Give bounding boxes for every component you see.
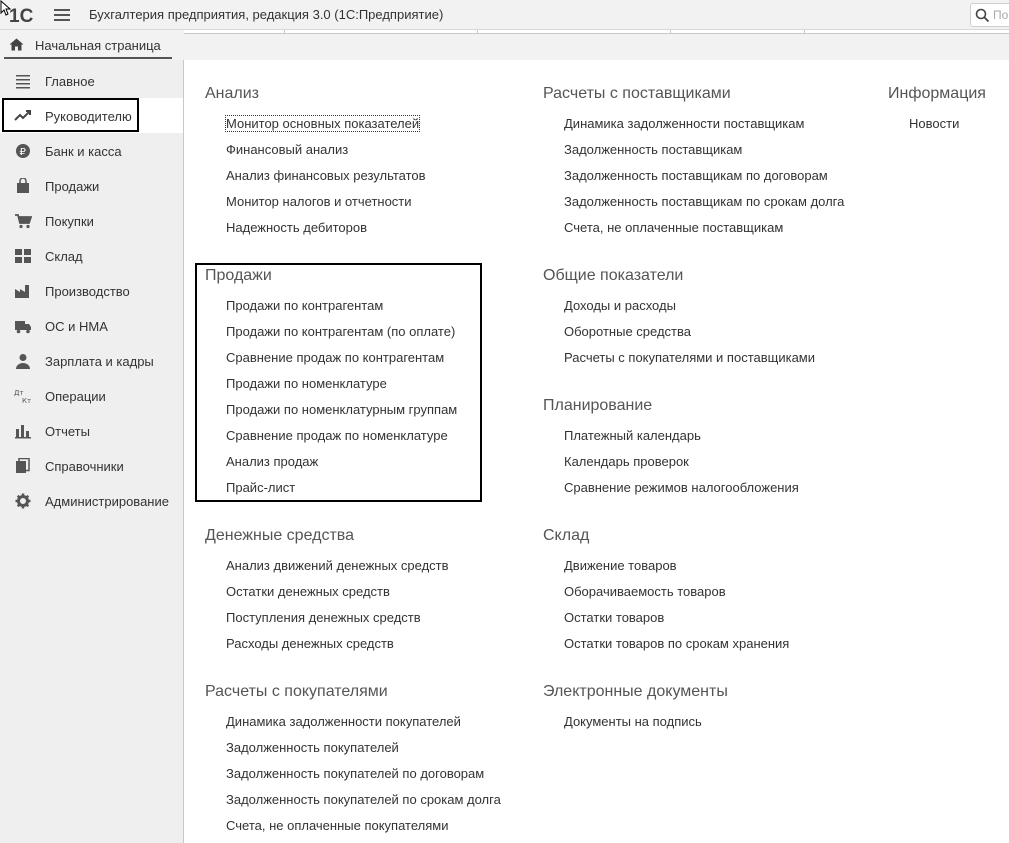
sidebar-item-payroll[interactable] — [0, 343, 183, 378]
section-title: Расчеты с покупателями — [205, 683, 388, 700]
person-icon — [14, 353, 32, 369]
section-title: Общие показатели — [543, 267, 684, 284]
section-information — [888, 85, 986, 137]
trend-up-icon — [14, 108, 32, 124]
link-item[interactable]: Новости — [909, 116, 960, 131]
search-placeholder: По — [993, 8, 1009, 22]
link-item[interactable]: Задолженность покупателей по срокам долга — [226, 792, 501, 807]
link-item[interactable]: Доходы и расходы — [564, 298, 676, 313]
link-item[interactable]: Задолженность покупателей — [226, 740, 399, 755]
link-item[interactable]: Продажи по номенклатурным группам — [226, 402, 458, 417]
search-icon — [975, 8, 990, 23]
link-item[interactable]: Документы на подпись — [564, 714, 702, 729]
link-item[interactable]: Динамика задолженности покупателей — [226, 714, 461, 729]
svg-text:₽: ₽ — [19, 147, 26, 158]
link-item[interactable]: Сравнение продаж по контрагентам — [226, 350, 445, 365]
sidebar-item-label: Банк и касса — [45, 144, 122, 159]
section-title: Склад — [543, 527, 590, 544]
link-item[interactable]: Анализ продаж — [226, 454, 319, 469]
sidebar-item-label: Зарплата и кадры — [45, 354, 154, 369]
warehouse-grid-icon — [14, 248, 32, 264]
section-title: Продажи — [205, 267, 272, 284]
link-item[interactable]: Расчеты с покупателями и поставщиками — [564, 350, 815, 365]
sidebar-item-label: Главное — [45, 74, 95, 89]
divider — [284, 30, 285, 34]
sidebar-item-warehouse[interactable] — [0, 238, 183, 273]
sidebar-item-manager[interactable] — [0, 98, 183, 133]
logo-text: 1С — [9, 6, 34, 25]
link-item[interactable]: Оборотные средства — [564, 324, 691, 339]
sections-sidebar — [0, 60, 184, 843]
sidebar-item-admin[interactable] — [0, 483, 183, 518]
link-item[interactable]: Календарь проверок — [564, 454, 689, 469]
sidebar-item-label: ОС и НМА — [45, 319, 108, 334]
sidebar-item-bank[interactable] — [0, 133, 183, 168]
sales-highlight-frame — [195, 263, 482, 502]
shopping-cart-icon — [14, 213, 32, 229]
section-title: Информация — [888, 85, 986, 102]
link-item[interactable]: Задолженность поставщикам по договорам — [564, 168, 828, 183]
sidebar-item-main[interactable] — [0, 63, 183, 98]
section-title: Анализ — [205, 85, 260, 102]
tab-strip — [0, 30, 1009, 60]
link-item[interactable]: Сравнение режимов налогообложения — [564, 480, 799, 495]
tab-active-underline — [4, 57, 172, 59]
link-item[interactable]: Прайс-лист — [226, 480, 296, 495]
ruble-coin-icon — [14, 143, 32, 159]
divider — [477, 30, 478, 34]
sidebar-item-production[interactable] — [0, 273, 183, 308]
section-warehouse — [543, 527, 789, 657]
sidebar-item-label: Покупки — [45, 214, 94, 229]
link-item[interactable]: Задолженность поставщикам по срокам долга — [564, 194, 845, 209]
svg-text:Кт: Кт — [22, 397, 32, 404]
divider — [670, 30, 671, 34]
link-item[interactable]: Счета, не оплаченные покупателями — [226, 818, 449, 833]
sidebar-item-label: Производство — [45, 284, 130, 299]
section-cash — [205, 527, 449, 657]
link-item[interactable]: Задолженность поставщикам — [564, 142, 743, 157]
link-item[interactable]: Анализ финансовых результатов — [226, 168, 426, 183]
app-title: Бухгалтерия предприятия, редакция 3.0 (1С:Предприятие) — [89, 7, 444, 22]
link-item[interactable]: Поступления денежных средств — [226, 610, 421, 625]
link-item[interactable]: Надежность дебиторов — [226, 220, 368, 235]
sidebar-item-fixed-assets[interactable] — [0, 308, 183, 343]
section-title: Расчеты с поставщиками — [543, 85, 731, 102]
link-item[interactable]: Продажи по контрагентам — [226, 298, 384, 313]
sidebar-item-references[interactable] — [0, 448, 183, 483]
svg-text:Дт: Дт — [14, 389, 24, 397]
link-item[interactable]: Монитор основных показателей — [226, 116, 420, 131]
1c-logo-icon[interactable] — [4, 5, 42, 25]
section-analysis — [205, 85, 426, 241]
truck-icon — [14, 318, 32, 334]
home-icon — [9, 38, 24, 51]
sidebar-item-label: Администрирование — [45, 494, 169, 509]
menu-lines-icon — [14, 73, 32, 89]
section-edocs — [543, 683, 728, 735]
link-item[interactable]: Остатки товаров — [564, 610, 665, 625]
section-title: Планирование — [543, 397, 653, 414]
main-menu-icon[interactable] — [54, 7, 70, 23]
link-item[interactable]: Продажи по номенклатуре — [226, 376, 387, 391]
sidebar-item-label: Отчеты — [45, 424, 90, 439]
factory-icon — [14, 283, 32, 299]
link-item[interactable]: Остатки денежных средств — [226, 584, 390, 599]
sidebar-item-label: Склад — [45, 249, 83, 264]
link-item[interactable]: Монитор налогов и отчетности — [226, 194, 412, 209]
bar-chart-icon — [14, 423, 32, 439]
sidebar-item-reports[interactable] — [0, 413, 183, 448]
sidebar-item-sales[interactable] — [0, 168, 183, 203]
sidebar-item-label: Продажи — [45, 179, 100, 194]
section-supplier-settlements — [543, 85, 844, 241]
link-item[interactable]: Движение товаров — [564, 558, 677, 573]
link-item[interactable]: Задолженность покупателей по договорам — [226, 766, 485, 781]
link-item[interactable]: Платежный календарь — [564, 428, 701, 443]
tab-home[interactable] — [0, 30, 172, 60]
link-item[interactable]: Остатки товаров по срокам хранения — [564, 636, 790, 651]
tab-home-label: Начальная страница — [35, 38, 161, 53]
sidebar-item-label: Руководителю — [45, 109, 132, 124]
content-top-border — [184, 30, 1009, 34]
link-item[interactable]: Расходы денежных средств — [226, 636, 394, 651]
sidebar-item-label: Операции — [45, 389, 106, 404]
gear-icon — [14, 493, 32, 509]
section-general-indicators — [543, 267, 815, 371]
link-item[interactable]: Продажи по контрагентам (по оплате) — [226, 324, 456, 339]
link-item[interactable]: Анализ движений денежных средств — [226, 558, 449, 573]
shopping-bag-icon — [14, 178, 32, 194]
books-icon — [14, 458, 32, 474]
divider — [804, 30, 805, 34]
link-item[interactable]: Динамика задолженности поставщикам — [564, 116, 805, 131]
search-box[interactable] — [970, 3, 1009, 27]
link-item[interactable]: Оборачиваемость товаров — [564, 584, 726, 599]
sidebar-item-operations[interactable] — [0, 378, 183, 413]
link-item[interactable]: Финансовый анализ — [226, 142, 349, 157]
section-title: Денежные средства — [205, 527, 354, 544]
dt-kt-icon — [14, 388, 32, 404]
section-customer-settlements — [205, 683, 501, 839]
section-title: Электронные документы — [543, 683, 728, 700]
link-item[interactable]: Счета, не оплаченные поставщикам — [564, 220, 784, 235]
link-item[interactable]: Сравнение продаж по номенклатуре — [226, 428, 448, 443]
title-bar — [0, 0, 1009, 30]
sidebar-item-label: Справочники — [45, 459, 124, 474]
sidebar-item-purchases[interactable] — [0, 203, 183, 238]
section-planning — [543, 397, 799, 501]
